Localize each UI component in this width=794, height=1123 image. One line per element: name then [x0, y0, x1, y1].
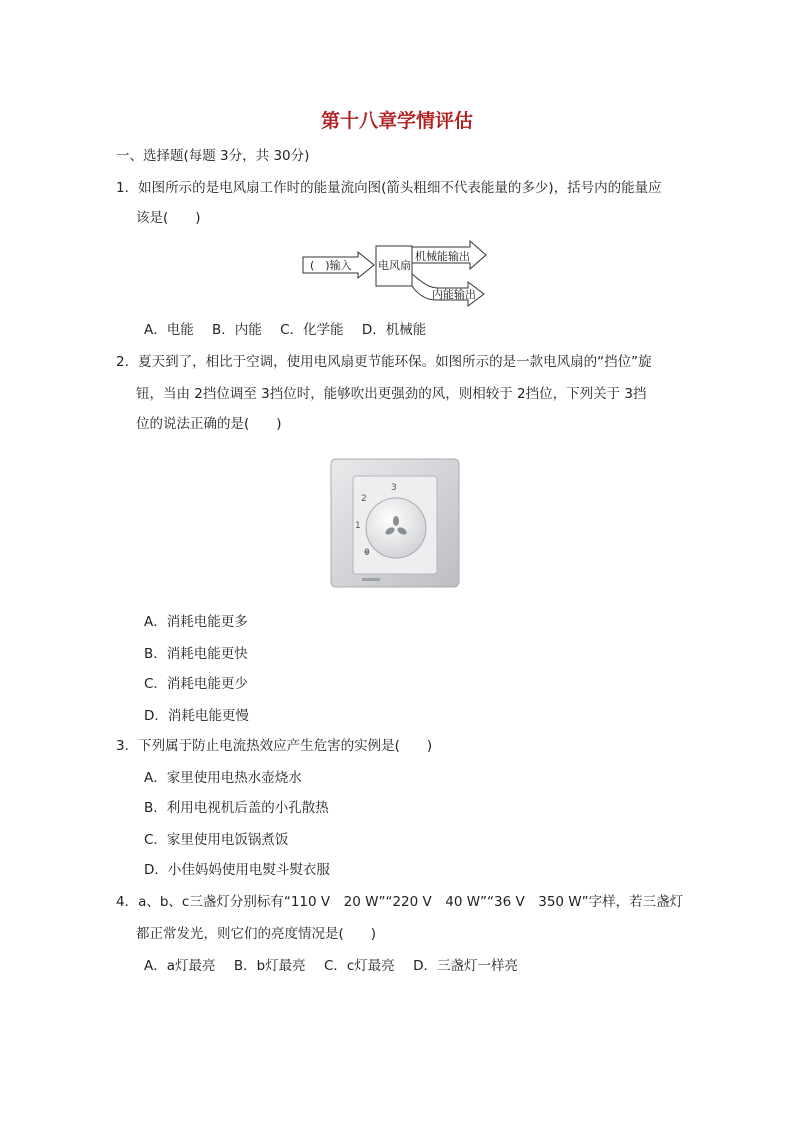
q2-option-a: A．消耗电能更多: [144, 614, 248, 630]
q4-option-b: B．b灯最亮: [233, 958, 306, 974]
q1-option-a: A．电能: [144, 322, 194, 338]
heat-output-label: 内能输出: [432, 288, 476, 301]
q2-option-d: D．消耗电能更慢: [144, 708, 249, 724]
q4-option-c: C．c灯最亮: [323, 958, 395, 974]
q3-option-a: A．家里使用电热水壶烧水: [144, 770, 302, 786]
brand-logo: [362, 578, 380, 581]
energy-flow-diagram: [300, 238, 490, 308]
q4-stem-line1: 4．a、b、c三盏灯分别标有“110 V 20 W”“220 V 40 W”“36 V 350 W”字样，若三盏灯: [116, 894, 684, 910]
q1-option-d: D．机械能: [361, 322, 427, 338]
knob-label-0: 0: [364, 548, 370, 558]
q3-option-d: D．小佳妈妈使用电熨斗熨衣服: [144, 862, 330, 878]
fan-switch-photo: [330, 458, 460, 588]
q2-stem-line2: 钮，当由 2挡位调至 3挡位时，能够吹出更强劲的风，则相较于 2挡位，下列关于 3挡: [136, 386, 647, 402]
q2-option-b: B．消耗电能更快: [144, 646, 248, 662]
fan-box-label: 电风扇: [378, 259, 411, 272]
q2-option-c: C．消耗电能更少: [144, 676, 248, 692]
input-arrow-label: ( )输入: [310, 259, 352, 272]
q2-stem-line3: 位的说法正确的是( ): [136, 416, 282, 432]
q1-stem-line1: 1．如图所示的是电风扇工作时的能量流向图(箭头粗细不代表能量的多少)，括号内的能量应: [116, 180, 662, 196]
knob-label-1: 1: [355, 521, 361, 531]
q3-stem: 3．下列属于防止电流热效应产生危害的实例是( ): [116, 738, 433, 754]
q1-option-c: C．化学能: [280, 322, 344, 338]
section-heading: 一、选择题(每题 3分，共 30分): [116, 148, 310, 164]
q4-option-d: D．三盏灯一样亮: [413, 958, 519, 974]
q3-option-b: B．利用电视机后盖的小孔散热: [144, 800, 329, 816]
q1-option-b: B．内能: [212, 322, 262, 338]
q4-stem-line2: 都正常发光，则它们的亮度情况是( ): [136, 926, 377, 942]
q2-stem-line1: 2．夏天到了，相比于空调，使用电风扇更节能环保。如图所示的是一款电风扇的“挡位”旋: [116, 354, 652, 370]
q4-options: [144, 956, 532, 976]
page-title: 第十八章学情评估: [320, 110, 473, 132]
q1-options: [144, 320, 440, 340]
knob-label-2: 2: [361, 494, 367, 504]
knob-dial: [366, 498, 426, 558]
q4-option-a: A．a灯最亮: [144, 958, 216, 974]
q1-stem-line2: 该是( ): [136, 210, 201, 226]
mechanical-output-label: 机械能输出: [415, 250, 470, 263]
knob-label-3: 3: [391, 483, 397, 493]
q3-option-c: C．家里使用电饭锅煮饭: [144, 832, 289, 848]
